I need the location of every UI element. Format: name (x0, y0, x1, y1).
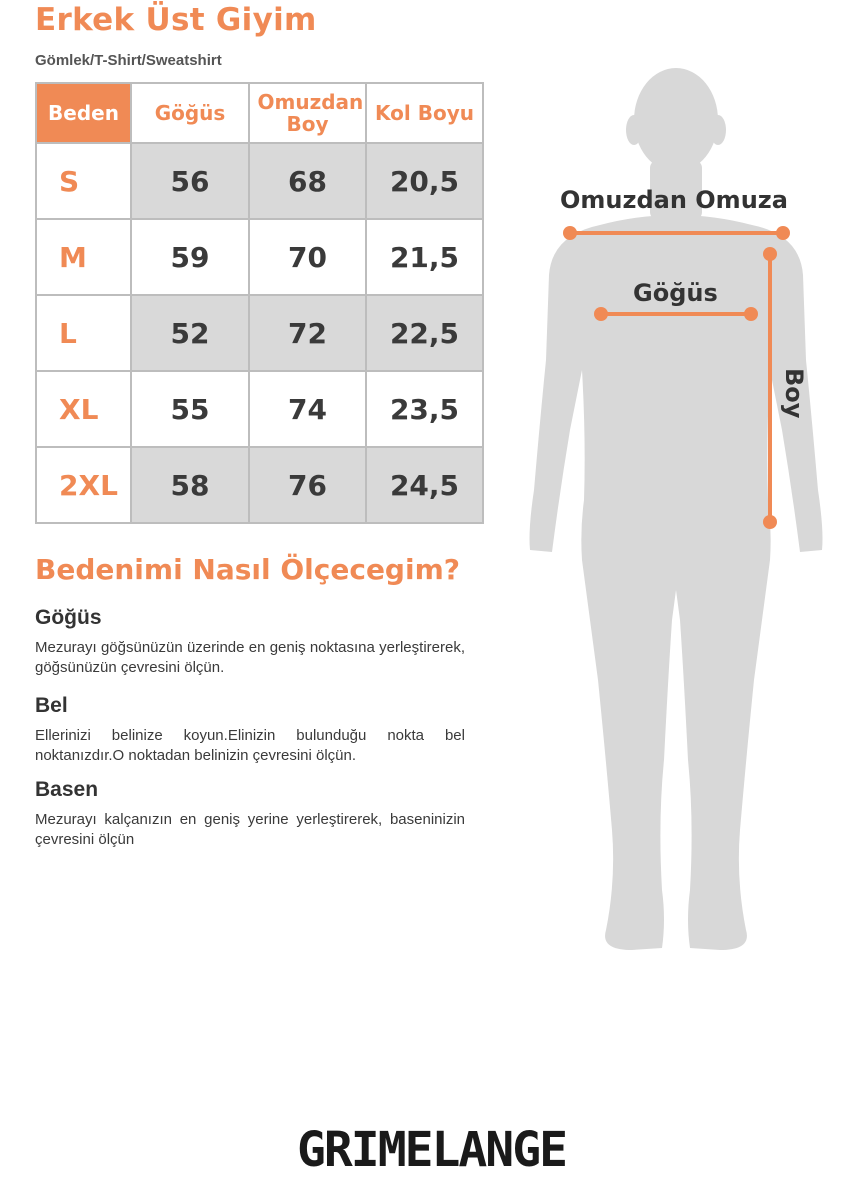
guide-heading-gogus: Göğüs (35, 606, 102, 629)
header-omuzdan-boy: Omuzdan Boy (249, 83, 366, 143)
omuzdan-boy-cell: 76 (249, 447, 366, 523)
shoulder-right-dot (776, 226, 790, 240)
size-cell: XL (36, 371, 131, 447)
kol-boyu-cell: 20,5 (366, 143, 483, 219)
table-header-row (36, 83, 483, 143)
gogus-cell: 58 (131, 447, 249, 523)
page-subtitle: Gömlek/T-Shirt/Sweatshirt (35, 52, 222, 69)
guide-heading-basen: Basen (35, 778, 99, 801)
table-row (36, 371, 483, 447)
kol-boyu-cell: 23,5 (366, 371, 483, 447)
omuzdan-boy-cell: 68 (249, 143, 366, 219)
length-bottom-dot (763, 515, 777, 529)
guide-text-gogus: Mezurayı göğsünüzün üzerinde en geniş noktasına yerleştirerek, göğsünüzün çevresini ölçün. (35, 639, 465, 676)
size-cell: S (36, 143, 131, 219)
length-label: Boy (780, 368, 808, 419)
gogus-cell: 56 (131, 143, 249, 219)
brand-logo: GRIMELANGE (297, 1122, 566, 1178)
shoulder-label: Omuzdan Omuza (560, 186, 788, 214)
length-top-dot (763, 247, 777, 261)
header-beden: Beden (36, 83, 131, 143)
chest-right-dot (744, 307, 758, 321)
kol-boyu-cell: 22,5 (366, 295, 483, 371)
guide-title: Bedenimi Nasıl Ölçecegim? (35, 553, 460, 586)
chest-left-dot (594, 307, 608, 321)
kol-boyu-cell: 24,5 (366, 447, 483, 523)
table-row (36, 143, 483, 219)
size-cell: L (36, 295, 131, 371)
table-row (36, 295, 483, 371)
page-title: Erkek Üst Giyim (35, 2, 317, 38)
size-cell: M (36, 219, 131, 295)
guide-heading-bel: Bel (35, 694, 68, 717)
size-table (35, 82, 484, 524)
omuzdan-boy-cell: 72 (249, 295, 366, 371)
guide-text-bel: Ellerinizi belinize koyun.Elinizin bulunduğu nokta bel noktanızdır.O noktadan belinizin çevresini ölçün. (35, 727, 465, 764)
header-kol-boyu: Kol Boyu (366, 83, 483, 143)
table-row (36, 219, 483, 295)
kol-boyu-cell: 21,5 (366, 219, 483, 295)
header-gogus: Göğüs (131, 83, 249, 143)
gogus-cell: 59 (131, 219, 249, 295)
omuzdan-boy-cell: 74 (249, 371, 366, 447)
size-cell: 2XL (36, 447, 131, 523)
gogus-cell: 55 (131, 371, 249, 447)
table-row (36, 447, 483, 523)
shoulder-left-dot (563, 226, 577, 240)
omuzdan-boy-cell: 70 (249, 219, 366, 295)
guide-text-basen: Mezurayı kalçanızın en geniş yerine yerleştirerek, baseninizin çevresini ölçün (35, 811, 465, 848)
gogus-cell: 52 (131, 295, 249, 371)
chest-label: Göğüs (633, 279, 718, 307)
